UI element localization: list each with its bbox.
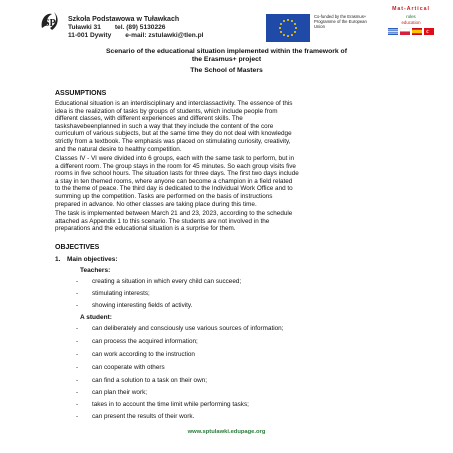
partner-flags	[377, 28, 445, 35]
teachers-item-text: creating a situation in which every child can succeed;	[92, 278, 242, 285]
para3-line: preparations and the educational situation is a surprise for them.	[55, 225, 236, 233]
email: e-mail: zstulawki@tlen.pl	[125, 32, 204, 40]
student-item: - can cooperate with others	[76, 364, 165, 371]
student-item: - takes in to account the time limit while performing tasks;	[76, 401, 249, 408]
assumptions-paragraph-1	[55, 100, 398, 153]
phone: tel. (89) 5130226	[114, 24, 166, 32]
assumptions-heading: ASSUMPTIONS	[55, 90, 107, 97]
student-item-text: can process the acquired information;	[92, 338, 198, 345]
teachers-item: - creating a situation in which every child can succeed;	[76, 278, 242, 285]
turkey-flag-icon	[424, 28, 434, 35]
student-item-text: can present the results of their work.	[92, 413, 195, 420]
para1-line: curriculum of various subjects, but at the same time they do not deal with knowledge	[55, 130, 292, 138]
teachers-item: - showing interesting fields of activity.	[76, 302, 193, 309]
student-item-text: can plan their work;	[92, 389, 148, 396]
title-line1: Scenario of the educational situation implemented within the framework of	[106, 48, 347, 55]
eu-flag-icon	[266, 14, 310, 42]
address-line2: 11-001 Dywity	[68, 32, 112, 40]
teachers-label: Teachers:	[80, 267, 111, 274]
student-item: - can plan their work;	[76, 389, 148, 396]
student-item-text: takes in to account the time limit while performing tasks;	[92, 401, 249, 408]
main-objectives-number: 1.	[55, 256, 61, 263]
student-item: - can find a solution to a task on their own;	[76, 377, 207, 384]
student-item: - can process the acquired information;	[76, 338, 198, 345]
footer-url[interactable]: www.sptulawki.edupage.org	[187, 429, 266, 435]
teachers-item: - stimulating interests;	[76, 290, 150, 297]
teachers-item-text: showing interesting fields of activity.	[92, 302, 193, 309]
greece-flag-icon	[388, 28, 398, 35]
student-item: - can work according to the instruction	[76, 351, 195, 358]
student-item-text: can cooperate with others	[92, 364, 165, 371]
document-title	[0, 48, 453, 65]
student-item: - can present the results of their work.	[76, 413, 195, 420]
para1-line: idea is the realization of tasks by groups of students, which include people from	[55, 107, 278, 115]
para1-line: taskshavebeenplanned in such a way that they include the content of the core	[55, 122, 274, 130]
project-logo-line3: education	[401, 20, 421, 25]
objectives-heading: OBJECTIVES	[55, 244, 100, 251]
para2-line: to the theme of peace. The third day is dedicated to the Individual Work Office and to	[55, 185, 293, 193]
main-objectives-label: Main objectives:	[67, 256, 118, 263]
title-line2: the Erasmus+ project	[191, 56, 262, 64]
title-line3: The School of Masters	[190, 67, 263, 74]
eu-text: Co-funded by the Erasmus+ Programme of the European Union	[314, 14, 367, 30]
spain-flag-icon	[412, 28, 422, 35]
para2-line: rooms in five school hours. The situation lasts for three days. The first two days include	[55, 170, 299, 178]
para2-line: a different room. The group stays in the room for 45 minutes. So each group visits five	[55, 162, 296, 170]
poland-flag-icon	[400, 28, 410, 35]
para2-line: summing up the competition. Tasks are performed on the basis of instructions	[55, 192, 273, 200]
para1-line: and the natural desire to healthy competition.	[55, 145, 182, 153]
assumptions-paragraph-2	[55, 155, 398, 208]
student-label: A student:	[80, 314, 112, 321]
para1-line: Educational situation is an interdisciplinary and interclassactivity. The essence of this	[55, 100, 293, 107]
student-item-text: can find a solution to a task on their own;	[92, 377, 207, 384]
project-logo-line2: roles	[406, 14, 416, 19]
para2-line: prepared in advance. No other classes are taking place during this time.	[55, 200, 257, 208]
eu-cofunded	[266, 14, 372, 42]
school-logo-icon	[38, 8, 64, 34]
para3-line: The task is implemented between March 21 and 23, 2023, according to the schedule	[55, 210, 293, 217]
student-item-text: can work according to the instruction	[92, 351, 195, 358]
student-item-text: can deliberately and consciously use various sources of information;	[92, 325, 284, 332]
para2-line: a stay in ten themed rooms, where anyone can become a champion in a field related	[55, 177, 293, 185]
teachers-item-text: stimulating interests;	[92, 290, 150, 297]
project-logo-line1: Mat-Artical	[392, 6, 430, 12]
para1-line: different classes, with different experiences and different skills. The	[55, 115, 243, 123]
para1-line: strictly from a textbook. The emphasis was placed on stimulating curiosity, creativity,	[55, 137, 291, 145]
para3-line: attached as Appendix 1 to this scenario. The students are not involved in the	[55, 217, 270, 225]
assumptions-paragraph-3	[55, 210, 398, 233]
svg-text:SP: SP	[44, 18, 56, 29]
school-info	[68, 16, 204, 41]
student-item: - can deliberately and consciously use various sources of information;	[76, 325, 284, 332]
para2-line: Classes IV - VI were divided into 6 groups, each with the same task to perform, but in	[55, 155, 295, 162]
address-line1: Tuławki 31	[68, 24, 101, 32]
school-name: Szkoła Podstawowa w Tuławkach	[68, 16, 180, 23]
project-logo	[377, 6, 445, 35]
